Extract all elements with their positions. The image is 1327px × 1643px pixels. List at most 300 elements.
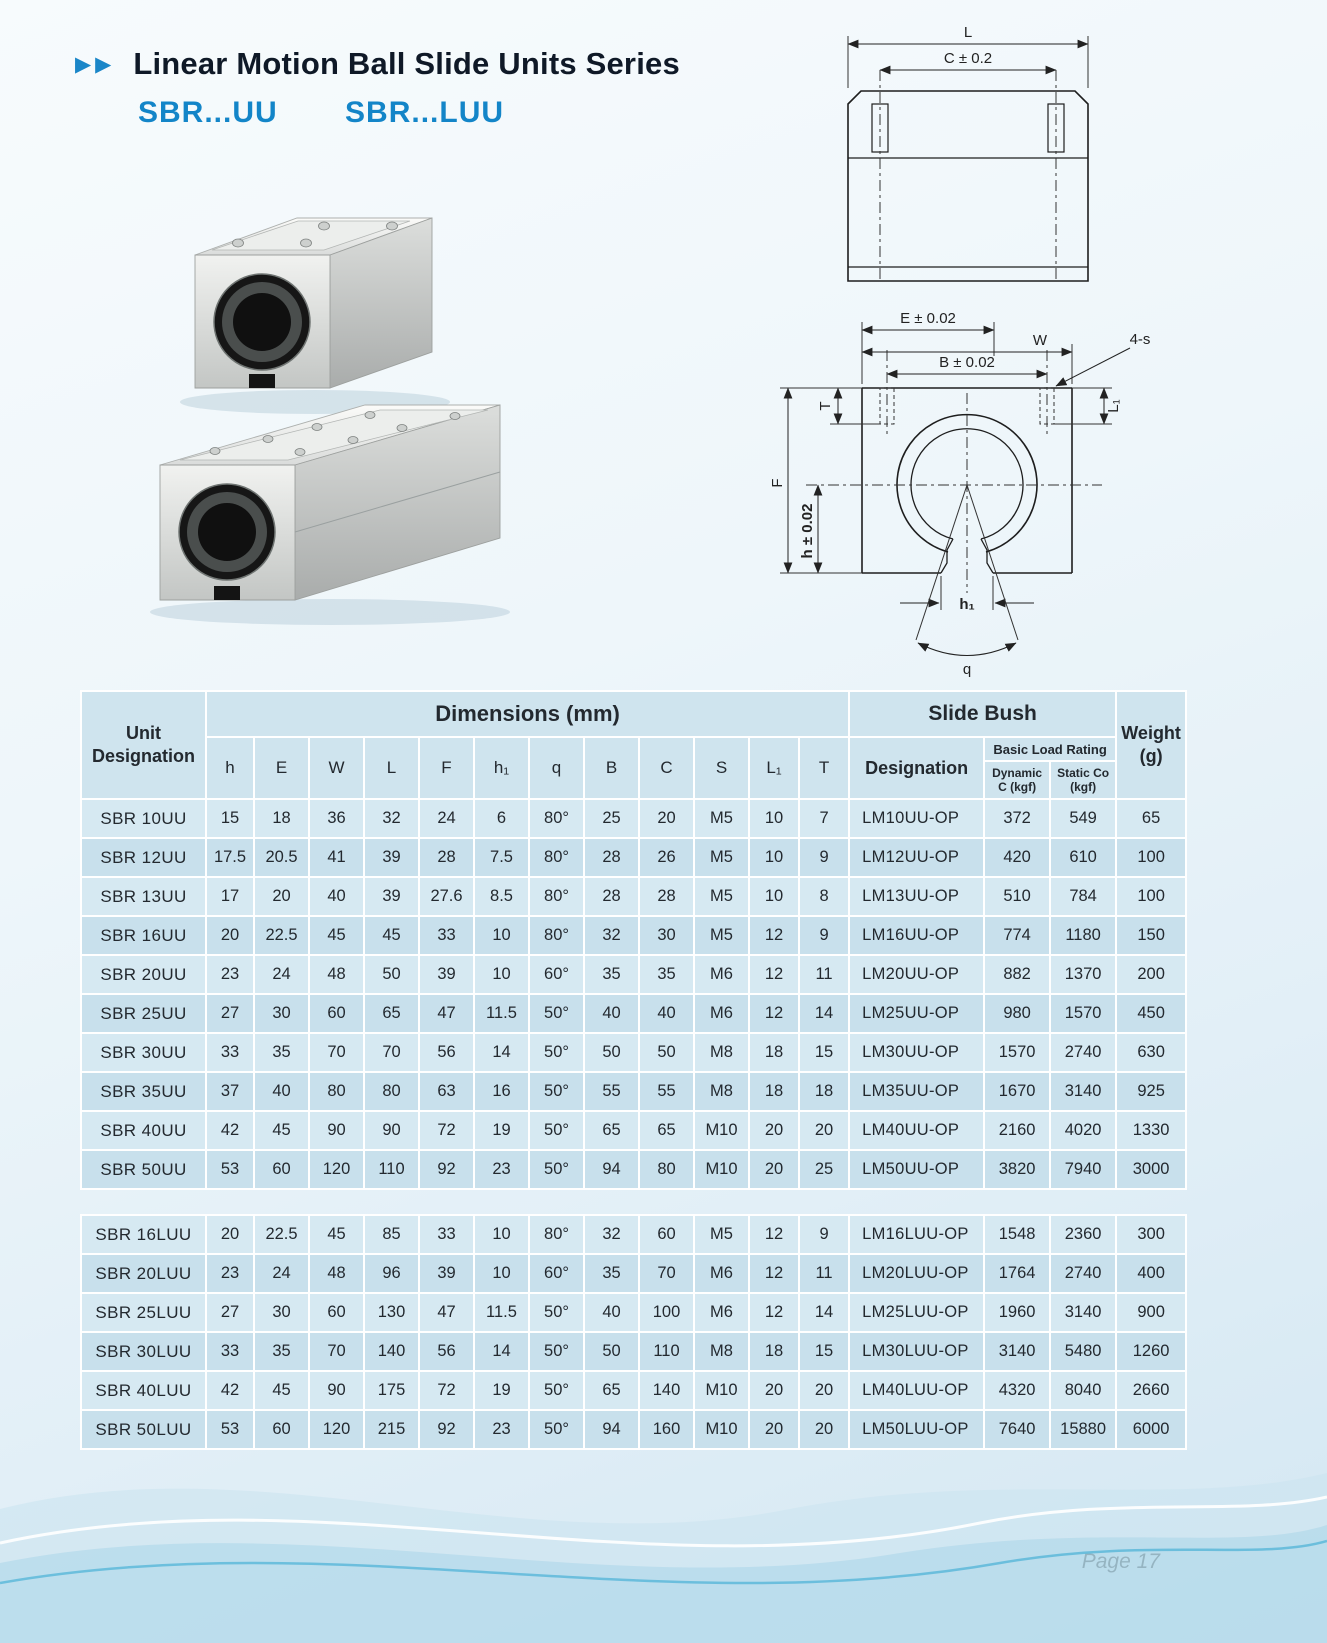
front-view-svg	[742, 298, 1172, 680]
header-basic-load-rating: Basic Load Rating	[984, 737, 1116, 761]
dimension-value-cell: M10	[694, 1371, 749, 1410]
dimension-value-cell: 630	[1116, 1033, 1186, 1072]
dimension-value-cell: M6	[694, 955, 749, 994]
dimension-value-cell: 50°	[529, 1332, 584, 1371]
bush-designation-cell: LM50LUU-OP	[849, 1410, 984, 1449]
dimension-value-cell: 65	[584, 1371, 639, 1410]
dimension-value-cell: 45	[364, 916, 419, 955]
dimension-value-cell: 17	[206, 877, 254, 916]
dimension-value-cell: 50°	[529, 1293, 584, 1332]
dimension-value-cell: 610	[1050, 838, 1116, 877]
dimension-value-cell: 3140	[984, 1332, 1050, 1371]
dimension-value-cell: 70	[309, 1033, 364, 1072]
bush-designation-cell: LM25UU-OP	[849, 994, 984, 1033]
dimension-value-cell: 42	[206, 1371, 254, 1410]
unit-designation-cell: SBR 13UU	[81, 877, 206, 916]
header-weight	[1116, 691, 1186, 799]
dimension-value-cell: 120	[309, 1410, 364, 1449]
dimension-value-cell: 92	[419, 1410, 474, 1449]
dimension-value-cell: 30	[639, 916, 694, 955]
dimension-value-cell: 100	[639, 1293, 694, 1332]
dimension-value-cell: 33	[206, 1033, 254, 1072]
dimension-value-cell: 80°	[529, 838, 584, 877]
dimension-value-cell: 10	[474, 1254, 529, 1293]
dimension-value-cell: 32	[584, 1215, 639, 1254]
dimension-value-cell: 94	[584, 1410, 639, 1449]
dimension-value-cell: 50	[639, 1033, 694, 1072]
dimension-value-cell: 10	[474, 916, 529, 955]
dimension-value-cell: 20	[749, 1371, 799, 1410]
table-row	[81, 994, 1186, 1033]
unit-designation-cell: SBR 20UU	[81, 955, 206, 994]
dimension-value-cell: 1548	[984, 1215, 1050, 1254]
bush-designation-cell: LM20UU-OP	[849, 955, 984, 994]
dimension-value-cell: 65	[364, 994, 419, 1033]
dimension-value-cell: 50°	[529, 1150, 584, 1189]
dimension-value-cell: 14	[474, 1332, 529, 1371]
dimension-value-cell: 300	[1116, 1215, 1186, 1254]
technical-drawing-front-view	[742, 298, 1172, 680]
weight-unit: (g)	[1139, 746, 1163, 766]
dimension-value-cell: 215	[364, 1410, 419, 1449]
dimension-value-cell: 110	[639, 1332, 694, 1371]
dimension-value-cell: 100	[1116, 877, 1186, 916]
dimension-value-cell: 80	[364, 1072, 419, 1111]
dimension-value-cell: 53	[206, 1150, 254, 1189]
dimension-value-cell: 32	[364, 799, 419, 838]
product-photo-illustration	[100, 160, 530, 660]
dim-label-B: B ± 0.02	[939, 354, 995, 371]
dimension-value-cell: 32	[584, 916, 639, 955]
dimension-value-cell: 150	[1116, 916, 1186, 955]
uu-rows-body	[81, 799, 1186, 1189]
bush-designation-cell: LM35UU-OP	[849, 1072, 984, 1111]
dimension-value-cell: 50	[364, 955, 419, 994]
dimension-value-cell: 3140	[1050, 1293, 1116, 1332]
dimension-value-cell: 50°	[529, 1033, 584, 1072]
header-col-q: q	[529, 737, 584, 799]
dimension-value-cell: 14	[799, 994, 849, 1033]
dimension-value-cell: 65	[1116, 799, 1186, 838]
dimension-value-cell: 900	[1116, 1293, 1186, 1332]
bush-designation-cell: LM16UU-OP	[849, 916, 984, 955]
dimension-value-cell: 450	[1116, 994, 1186, 1033]
slide-unit-photo-long	[150, 405, 510, 625]
technical-drawing-plan-view	[780, 16, 1170, 308]
dimension-value-cell: 55	[584, 1072, 639, 1111]
dimension-value-cell: 35	[584, 1254, 639, 1293]
dimension-value-cell: 1260	[1116, 1332, 1186, 1371]
dimension-value-cell: 26	[639, 838, 694, 877]
unit-designation-cell: SBR 35UU	[81, 1072, 206, 1111]
plan-view-svg	[780, 16, 1170, 308]
dimension-value-cell: 24	[419, 799, 474, 838]
dimension-value-cell: 10	[749, 838, 799, 877]
dimension-value-cell: 11.5	[474, 994, 529, 1033]
dimension-value-cell: 39	[419, 955, 474, 994]
dimension-value-cell: 20	[639, 799, 694, 838]
dim-label-W: W	[1032, 332, 1048, 349]
slide-unit-photo-short	[180, 218, 450, 414]
dimension-value-cell: 80°	[529, 799, 584, 838]
dim-label-T: T	[817, 401, 834, 411]
dimension-value-cell: 27	[206, 1293, 254, 1332]
dimension-value-cell: 20	[799, 1410, 849, 1449]
dimension-value-cell: 50	[584, 1033, 639, 1072]
dimension-value-cell: 28	[639, 877, 694, 916]
header-col-L1: L₁	[749, 737, 799, 799]
dim-label-C: C ± 0.2	[943, 50, 993, 67]
dimension-value-cell: 28	[419, 838, 474, 877]
dimension-value-cell: 70	[639, 1254, 694, 1293]
dimension-value-cell: 80°	[529, 1215, 584, 1254]
dimension-value-cell: 60	[254, 1150, 309, 1189]
dimension-value-cell: 11	[799, 1254, 849, 1293]
dimension-value-cell: 42	[206, 1111, 254, 1150]
header-col-W: W	[309, 737, 364, 799]
dimension-value-cell: 14	[474, 1033, 529, 1072]
dimension-value-cell: 70	[309, 1332, 364, 1371]
dimension-value-cell: 30	[254, 1293, 309, 1332]
bush-designation-cell: LM12UU-OP	[849, 838, 984, 877]
dimension-value-cell: 4320	[984, 1371, 1050, 1410]
dimension-value-cell: 20.5	[254, 838, 309, 877]
dimension-value-cell: 40	[584, 994, 639, 1033]
dimension-value-cell: 1180	[1050, 916, 1116, 955]
dimension-value-cell: 8.5	[474, 877, 529, 916]
dimension-value-cell: 1570	[1050, 994, 1116, 1033]
dim-label-L1: L₁	[1105, 399, 1122, 413]
dimension-value-cell: 110	[364, 1150, 419, 1189]
dimension-value-cell: 80°	[529, 916, 584, 955]
dimension-value-cell: 45	[254, 1371, 309, 1410]
dimension-value-cell: 20	[749, 1111, 799, 1150]
dimension-value-cell: M6	[694, 1293, 749, 1332]
dimension-value-cell: 18	[749, 1072, 799, 1111]
dimension-value-cell: 1330	[1116, 1111, 1186, 1150]
dimension-value-cell: 18	[749, 1332, 799, 1371]
dimension-value-cell: M8	[694, 1332, 749, 1371]
dimension-value-cell: 27	[206, 994, 254, 1033]
dimension-value-cell: 60°	[529, 1254, 584, 1293]
specification-table	[80, 690, 1187, 1450]
bush-designation-cell: LM40LUU-OP	[849, 1371, 984, 1410]
dimension-value-cell: 22.5	[254, 916, 309, 955]
unit-designation-cell: SBR 10UU	[81, 799, 206, 838]
dimension-value-cell: 30	[254, 994, 309, 1033]
dimension-value-cell: 50°	[529, 1410, 584, 1449]
dimension-value-cell: 50	[584, 1332, 639, 1371]
dimension-value-cell: 14	[799, 1293, 849, 1332]
unit-designation-cell: SBR 25UU	[81, 994, 206, 1033]
dimension-value-cell: 15	[799, 1332, 849, 1371]
table-row	[81, 1111, 1186, 1150]
header-col-B: B	[584, 737, 639, 799]
dimension-value-cell: 85	[364, 1215, 419, 1254]
dimension-value-cell: M5	[694, 1215, 749, 1254]
dimension-value-cell: 510	[984, 877, 1050, 916]
dimension-value-cell: 140	[364, 1332, 419, 1371]
dimension-value-cell: 15	[206, 799, 254, 838]
dim-label-E: E ± 0.02	[900, 310, 956, 327]
dimension-value-cell: 96	[364, 1254, 419, 1293]
dimension-value-cell: M5	[694, 838, 749, 877]
dimension-value-cell: 1570	[984, 1033, 1050, 1072]
dimension-value-cell: 56	[419, 1332, 474, 1371]
dimension-value-cell: 20	[206, 916, 254, 955]
dimension-value-cell: 45	[309, 1215, 364, 1254]
dimension-value-cell: 20	[206, 1215, 254, 1254]
header-col-F: F	[419, 737, 474, 799]
dimension-value-cell: 90	[364, 1111, 419, 1150]
dimension-value-cell: 15	[799, 1033, 849, 1072]
dimension-value-cell: 60	[639, 1215, 694, 1254]
dimension-value-cell: 45	[254, 1111, 309, 1150]
dimension-value-cell: 25	[584, 799, 639, 838]
section-gap	[81, 1189, 1186, 1215]
dimension-value-cell: 10	[749, 799, 799, 838]
dimension-value-cell: 2360	[1050, 1215, 1116, 1254]
dimension-value-cell: M5	[694, 877, 749, 916]
dimension-value-cell: M6	[694, 1254, 749, 1293]
dimension-value-cell: 41	[309, 838, 364, 877]
dimension-value-cell: 774	[984, 916, 1050, 955]
dimension-value-cell: M5	[694, 799, 749, 838]
title-row	[75, 46, 680, 82]
table-row	[81, 1332, 1186, 1371]
dimension-value-cell: 48	[309, 955, 364, 994]
dimension-value-cell: 33	[206, 1332, 254, 1371]
bush-designation-cell: LM30UU-OP	[849, 1033, 984, 1072]
bush-designation-cell: LM20LUU-OP	[849, 1254, 984, 1293]
dimension-value-cell: 24	[254, 1254, 309, 1293]
dimension-value-cell: 37	[206, 1072, 254, 1111]
dimension-value-cell: 1670	[984, 1072, 1050, 1111]
dimension-value-cell: 80	[309, 1072, 364, 1111]
dimension-value-cell: 23	[206, 1254, 254, 1293]
double-arrow-icon: ▶▶	[75, 52, 116, 76]
dimension-value-cell: 40	[584, 1293, 639, 1332]
dimension-value-cell: 1764	[984, 1254, 1050, 1293]
dimension-value-cell: M10	[694, 1111, 749, 1150]
dimension-value-cell: 70	[364, 1033, 419, 1072]
dimension-value-cell: 9	[799, 838, 849, 877]
series-name-uu: SBR...UU	[138, 96, 278, 129]
dimension-value-cell: 65	[584, 1111, 639, 1150]
dimension-value-cell: 7640	[984, 1410, 1050, 1449]
table-row	[81, 1072, 1186, 1111]
table-row	[81, 799, 1186, 838]
dimension-value-cell: 25	[799, 1150, 849, 1189]
dimension-value-cell: 94	[584, 1150, 639, 1189]
bush-designation-cell: LM10UU-OP	[849, 799, 984, 838]
dimension-value-cell: 8	[799, 877, 849, 916]
dimension-value-cell: 15880	[1050, 1410, 1116, 1449]
dimension-value-cell: 47	[419, 1293, 474, 1332]
series-subtitle	[138, 96, 680, 130]
page-title: Linear Motion Ball Slide Units Series	[133, 46, 680, 81]
dimension-value-cell: 925	[1116, 1072, 1186, 1111]
dimension-value-cell: 80°	[529, 877, 584, 916]
header-col-T: T	[799, 737, 849, 799]
dimension-value-cell: 20	[749, 1410, 799, 1449]
dimension-value-cell: 784	[1050, 877, 1116, 916]
dimension-value-cell: 7.5	[474, 838, 529, 877]
unit-designation-cell: SBR 50UU	[81, 1150, 206, 1189]
dimension-value-cell: 7	[799, 799, 849, 838]
table-header	[81, 691, 1186, 799]
dimension-value-cell: 130	[364, 1293, 419, 1332]
weight-label: Weight	[1121, 722, 1181, 743]
dimension-value-cell: M8	[694, 1072, 749, 1111]
unit-designation-cell: SBR 12UU	[81, 838, 206, 877]
dimension-value-cell: 27.6	[419, 877, 474, 916]
dimension-value-cell: 60	[309, 994, 364, 1033]
unit-designation-cell: SBR 40UU	[81, 1111, 206, 1150]
dimension-value-cell: 9	[799, 1215, 849, 1254]
dimension-value-cell: 18	[799, 1072, 849, 1111]
dimension-value-cell: 140	[639, 1371, 694, 1410]
dimension-value-cell: 33	[419, 916, 474, 955]
unit-designation-cell: SBR 20LUU	[81, 1254, 206, 1293]
table-row	[81, 1215, 1186, 1254]
dimension-value-cell: 200	[1116, 955, 1186, 994]
dimension-value-cell: 35	[584, 955, 639, 994]
dimension-value-cell: 50°	[529, 994, 584, 1033]
dimension-value-cell: 10	[749, 877, 799, 916]
dimension-value-cell: 17.5	[206, 838, 254, 877]
dimension-value-cell: 12	[749, 955, 799, 994]
dimension-value-cell: 36	[309, 799, 364, 838]
dimension-value-cell: 63	[419, 1072, 474, 1111]
table-row	[81, 1150, 1186, 1189]
table-row	[81, 1293, 1186, 1332]
dimension-value-cell: 3140	[1050, 1072, 1116, 1111]
table-row	[81, 916, 1186, 955]
dimension-value-cell: 50°	[529, 1072, 584, 1111]
dimension-value-cell: 100	[1116, 838, 1186, 877]
dimension-value-cell: 12	[749, 1215, 799, 1254]
dimension-value-cell: 45	[309, 916, 364, 955]
dimension-value-cell: 80	[639, 1150, 694, 1189]
dimension-value-cell: 12	[749, 1293, 799, 1332]
header-dynamic-c: Dynamic C (kgf)	[984, 761, 1050, 799]
bush-designation-cell: LM13UU-OP	[849, 877, 984, 916]
dimension-value-cell: 28	[584, 877, 639, 916]
dimension-value-cell: 12	[749, 994, 799, 1033]
header-slide-bush: Slide Bush	[849, 691, 1116, 737]
dimension-value-cell: 39	[364, 877, 419, 916]
dimension-value-cell: 65	[639, 1111, 694, 1150]
dimension-value-cell: 3820	[984, 1150, 1050, 1189]
dimension-value-cell: 20	[799, 1371, 849, 1410]
dim-label-4s: 4-s	[1129, 331, 1151, 348]
unit-designation-cell: SBR 16LUU	[81, 1215, 206, 1254]
header-bush-designation: Designation	[849, 737, 984, 799]
dimension-value-cell: 2160	[984, 1111, 1050, 1150]
unit-designation-cell: SBR 50LUU	[81, 1410, 206, 1449]
dimension-value-cell: M10	[694, 1410, 749, 1449]
header-unit-designation: Unit Designation	[81, 691, 206, 799]
dimension-value-cell: 980	[984, 994, 1050, 1033]
header-col-h1: h₁	[474, 737, 529, 799]
dimension-value-cell: 40	[254, 1072, 309, 1111]
dimension-value-cell: 50°	[529, 1111, 584, 1150]
dimension-value-cell: 56	[419, 1033, 474, 1072]
bush-designation-cell: LM25LUU-OP	[849, 1293, 984, 1332]
dimension-value-cell: 4020	[1050, 1111, 1116, 1150]
dimension-value-cell: 22.5	[254, 1215, 309, 1254]
dimension-value-cell: 8040	[1050, 1371, 1116, 1410]
dim-label-L: L	[963, 24, 973, 41]
dimension-value-cell: 549	[1050, 799, 1116, 838]
header-col-S: S	[694, 737, 749, 799]
dimension-value-cell: M5	[694, 916, 749, 955]
dimension-value-cell: 12	[749, 916, 799, 955]
dim-label-q: q	[962, 661, 972, 678]
dimension-value-cell: 33	[419, 1215, 474, 1254]
dimension-value-cell: 23	[474, 1150, 529, 1189]
dimension-value-cell: 6	[474, 799, 529, 838]
dimension-value-cell: 120	[309, 1150, 364, 1189]
dimension-value-cell: 420	[984, 838, 1050, 877]
dimension-value-cell: 6000	[1116, 1410, 1186, 1449]
table-row	[81, 838, 1186, 877]
dimension-value-cell: 60°	[529, 955, 584, 994]
dim-label-h: h ± 0.02	[799, 503, 816, 559]
header-static-co: Static Co (kgf)	[1050, 761, 1116, 799]
dimension-value-cell: 39	[419, 1254, 474, 1293]
dimension-value-cell: 40	[639, 994, 694, 1033]
dimension-value-cell: M6	[694, 994, 749, 1033]
dimension-value-cell: 19	[474, 1371, 529, 1410]
series-name-luu: SBR...LUU	[345, 96, 505, 129]
dimension-value-cell: 55	[639, 1072, 694, 1111]
dimension-value-cell: 175	[364, 1371, 419, 1410]
dimension-value-cell: 39	[364, 838, 419, 877]
bush-designation-cell: LM16LUU-OP	[849, 1215, 984, 1254]
bush-designation-cell: LM50UU-OP	[849, 1150, 984, 1189]
dimension-value-cell: 60	[309, 1293, 364, 1332]
unit-designation-cell: SBR 30UU	[81, 1033, 206, 1072]
dimension-value-cell: 90	[309, 1371, 364, 1410]
dimension-value-cell: 2740	[1050, 1033, 1116, 1072]
dimension-value-cell: 35	[254, 1033, 309, 1072]
dimension-value-cell: 20	[749, 1150, 799, 1189]
dimension-value-cell: 20	[799, 1111, 849, 1150]
dimension-value-cell: 372	[984, 799, 1050, 838]
specification-table-wrap	[80, 690, 1185, 1450]
unit-designation-cell: SBR 40LUU	[81, 1371, 206, 1410]
dimension-value-cell: 24	[254, 955, 309, 994]
table-row	[81, 1371, 1186, 1410]
dimension-value-cell: 9	[799, 916, 849, 955]
unit-designation-cell: SBR 30LUU	[81, 1332, 206, 1371]
unit-designation-cell: SBR 25LUU	[81, 1293, 206, 1332]
dimension-value-cell: 92	[419, 1150, 474, 1189]
dimension-value-cell: 10	[474, 1215, 529, 1254]
header-col-C: C	[639, 737, 694, 799]
dimension-value-cell: 10	[474, 955, 529, 994]
table-row	[81, 1033, 1186, 1072]
dimension-value-cell: 2660	[1116, 1371, 1186, 1410]
dimension-value-cell: 19	[474, 1111, 529, 1150]
dimension-value-cell: 72	[419, 1371, 474, 1410]
dimension-value-cell: 3000	[1116, 1150, 1186, 1189]
header-col-E: E	[254, 737, 309, 799]
dimension-value-cell: 18	[254, 799, 309, 838]
dimension-value-cell: 5480	[1050, 1332, 1116, 1371]
